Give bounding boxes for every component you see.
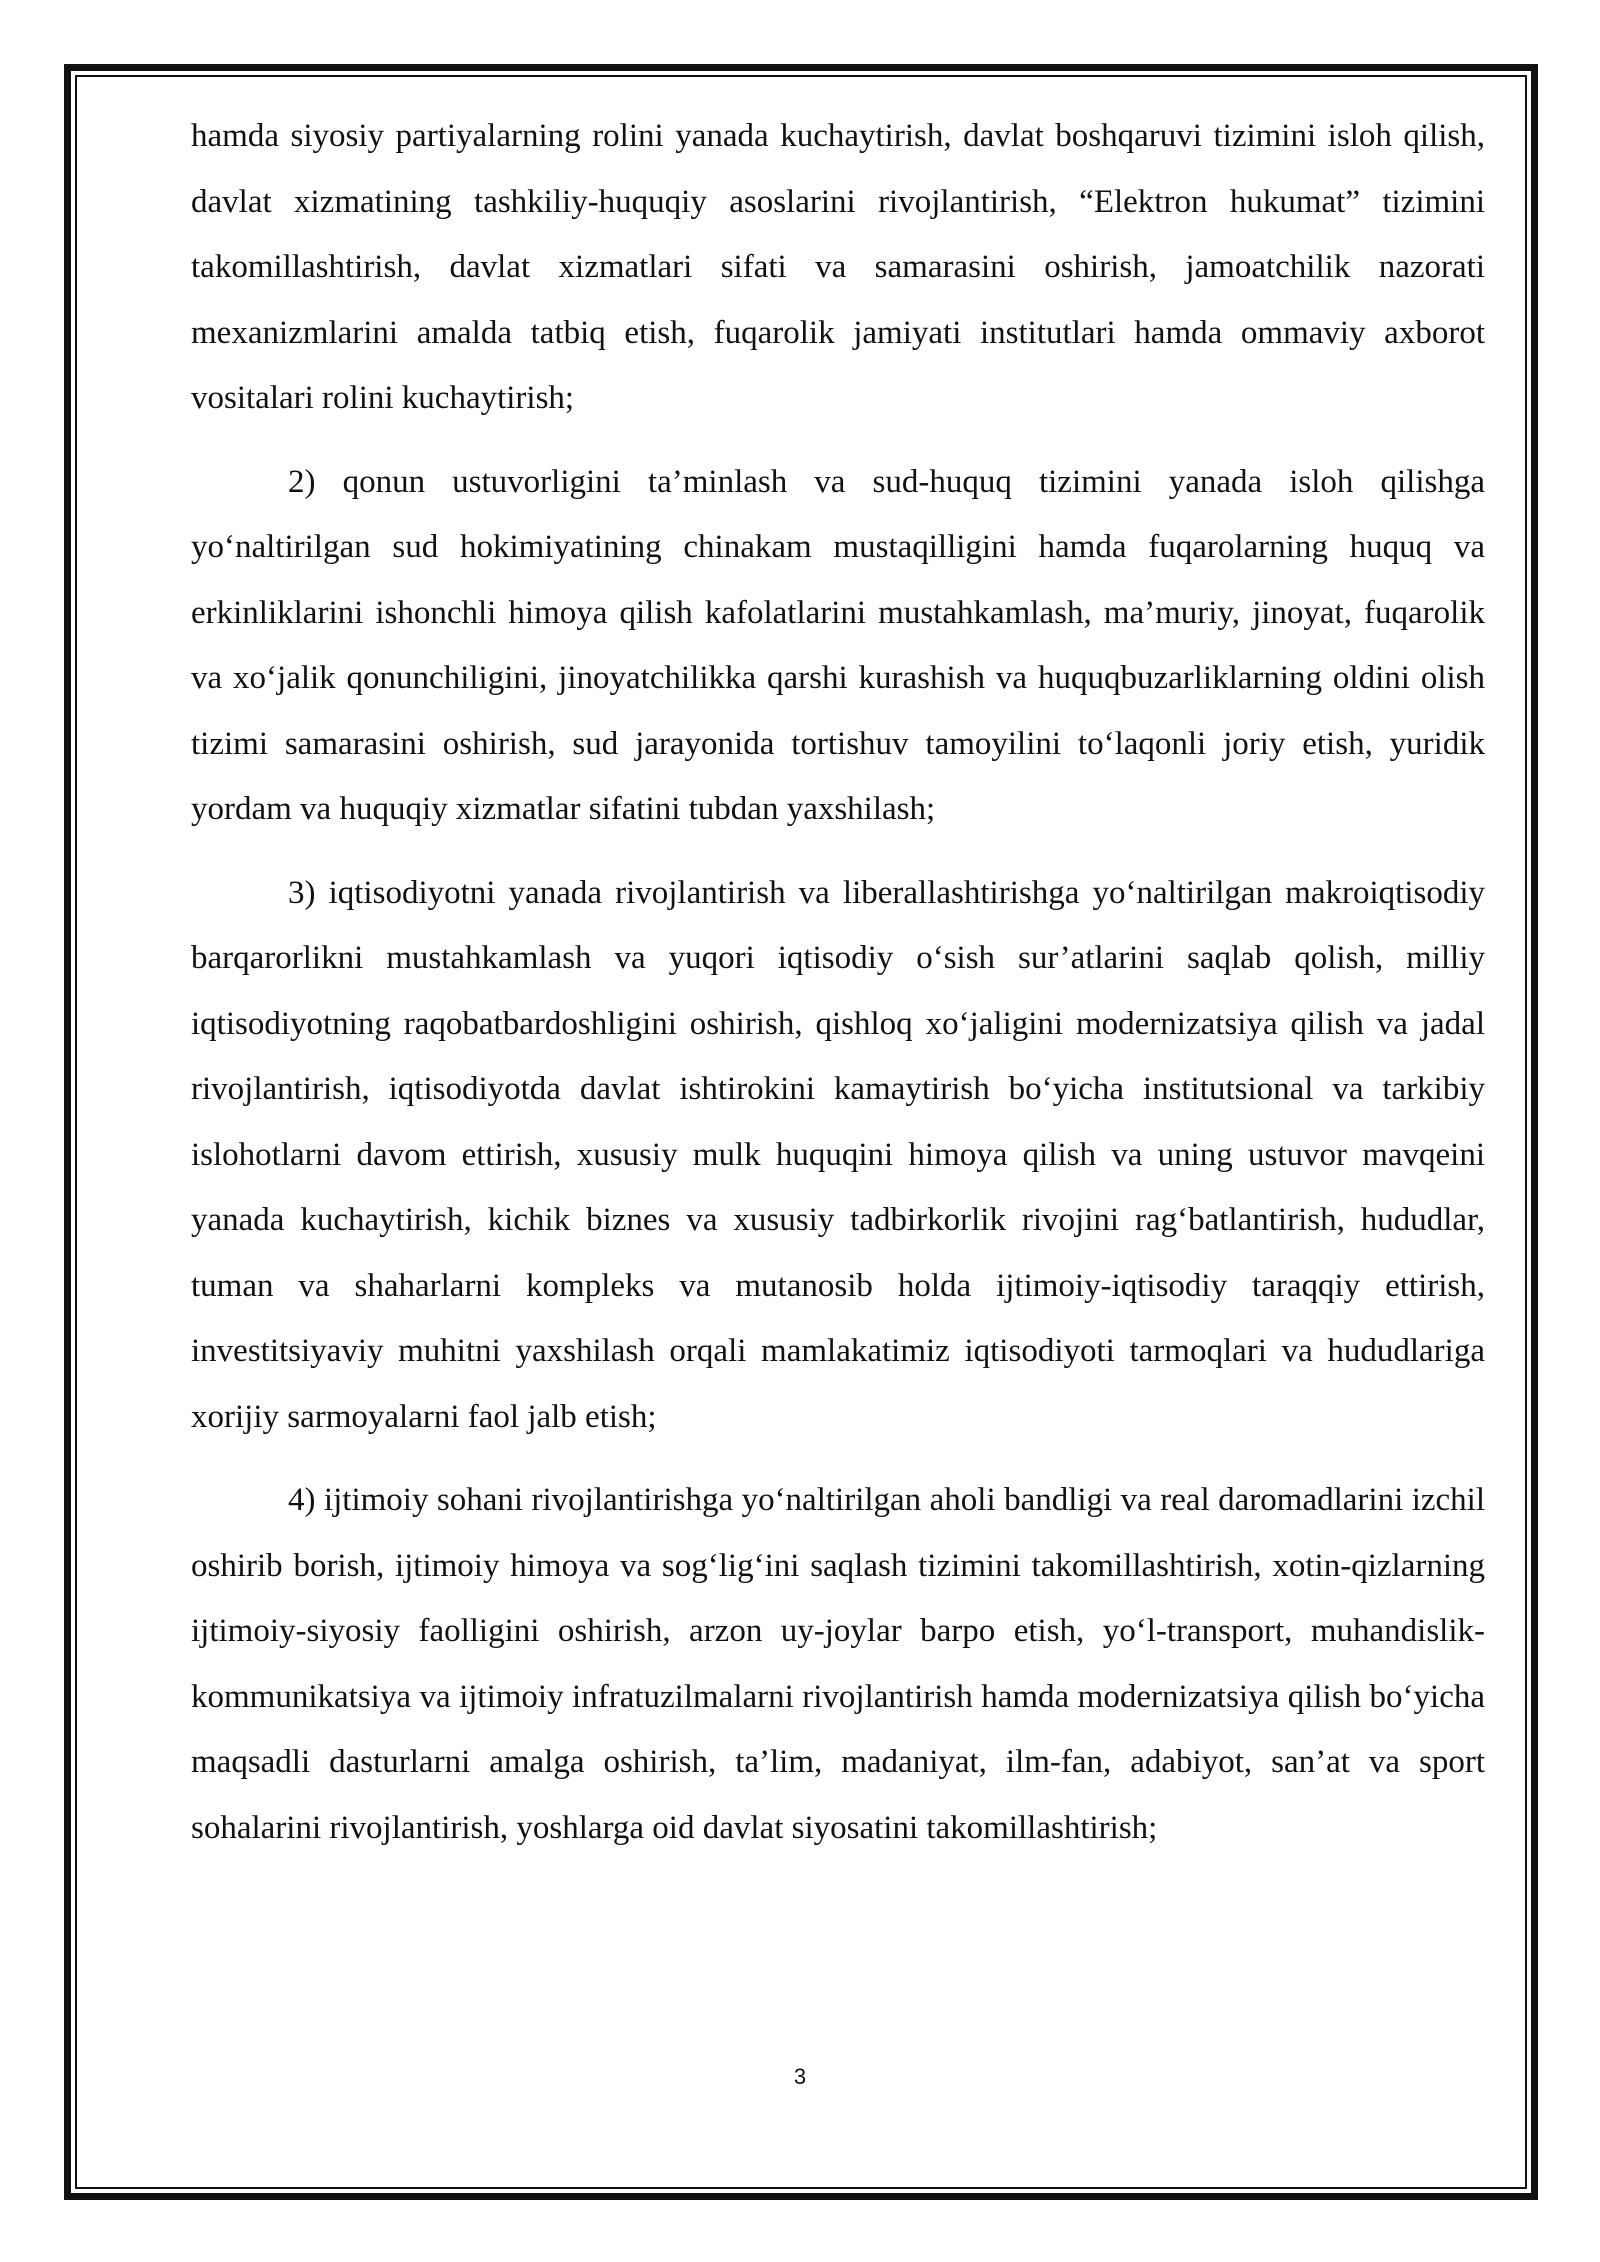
page-number: 3 [793,2064,807,2089]
document-body [191,104,1485,1879]
paragraph-item-4: 4) ijtimoiy sohani rivojlantirishga yo‘naltirilgan aholi bandligi va real daromadlarini izchil oshirib borish, ijtimoiy himoya va sog‘lig‘ini saqlash tizimini takomillashtirish, xotin-qizlarning ijtimoiy-siyosiy faolligini oshirish, arzon uy-joylar barpo etish, yo‘l-transport, muhandislik-kommunikatsiya va ijtimoiy infratuzilmalarni rivojlantirish hamda modernizatsiya qilish bo‘yicha maqsadli dasturlarni amalga oshirish, ta’lim, madaniyat, ilm-fan, adabiyot, san’at va sport sohalarini rivojlantirish, yoshlarga oid davlat siyosatini takomillashtirish; [191,1482,1485,1846]
paragraph-item-2: 2) qonun ustuvorligini ta’minlash va sud-huquq tizimini yanada isloh qilishga yo‘naltirilgan sud hokimiyatining chinakam mustaqilligini hamda fuqarolarning huquq va erkinliklarini ishonchli himoya qilish kafolatlarini mustahkamlash, ma’muriy, jinoyat, fuqarolik va xo‘jalik qonunchiligini, jinoyatchilikka qarshi kurashish va huquqbuzarliklarning oldini olish tizimi samarasini oshirish, sud jarayonida tortishuv tamoyilini to‘laqonli joriy etish, yuridik yordam va huquqiy xizmatlar sifatini tubdan yaxshilash; [191,463,1485,827]
paragraph-continuation: hamda siyosiy partiyalarning rolini yanada kuchaytirish, davlat boshqaruvi tizimini isloh qilish, davlat xizmatining tashkiliy-huquqiy asoslarini rivojlantirish, “Elektron hukumat” tizimini takomillashtirish, davlat xizmatlari sifati va samarasini oshirish, jamoatchilik nazorati mexanizmlarini amalda tatbiq etish, fuqarolik jamiyati institutlari hamda ommaviy axborot vositalari rolini kuchaytirish; [191,118,1485,416]
paragraph-item-3: 3) iqtisodiyotni yanada rivojlantirish va liberallashtirishga yo‘naltirilgan makroiqtisodiy barqarorlikni mustahkamlash va yuqori iqtisodiy o‘sish sur’atlarini saqlab qolish, milliy iqtisodiyotning raqobatbardoshligini oshirish, qishloq xo‘jaligini modernizatsiya qilish va jadal rivojlantirish, iqtisodiyotda davlat ishtirokini kamaytirish bo‘yicha institutsional va tarkibiy islohotlarni davom ettirish, xususiy mulk huquqini himoya qilish va uning ustuvor mavqeini yanada kuchaytirish, kichik biznes va xususiy tadbirkorlik rivojini rag‘batlantirish, hududlar, tuman va shaharlarni kompleks va mutanosib holda ijtimoiy-iqtisodiy taraqqiy ettirish, investitsiyaviy muhitni yaxshilash orqali mamlakatimiz iqtisodiyoti tarmoqlari va hududlariga xorijiy sarmoyalarni faol jalb etish; [191,874,1485,1435]
